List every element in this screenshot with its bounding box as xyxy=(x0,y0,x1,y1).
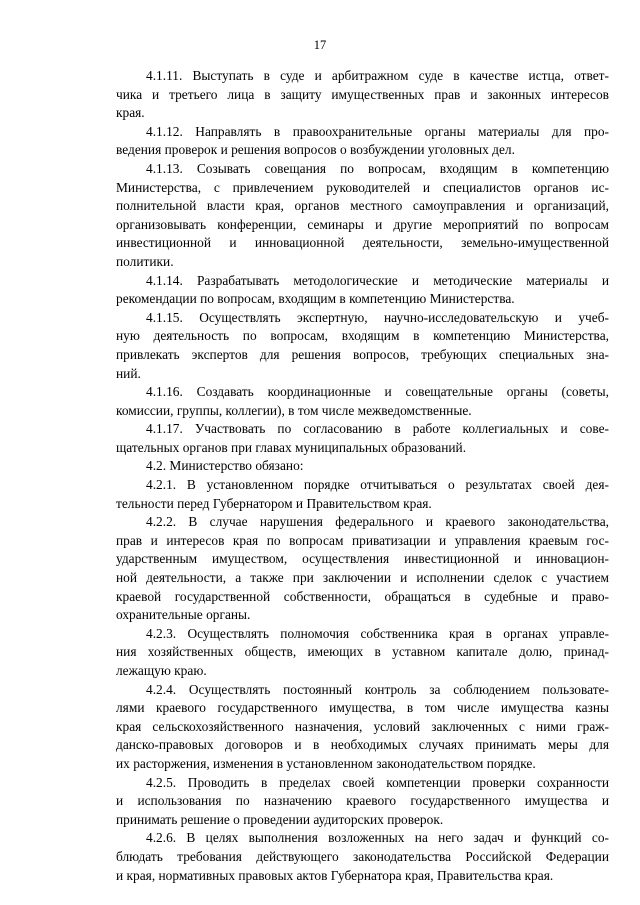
text-line: политики. xyxy=(116,253,174,269)
text-line: и использования по назначению краевого государственного имущества и xyxy=(116,793,609,809)
text-line: их расторжения, изменения в установленном законодательством порядке. xyxy=(116,755,536,771)
text-line: принимать решение о проведении аудиторских проверок. xyxy=(116,811,444,827)
paragraph xyxy=(116,625,609,681)
paragraph xyxy=(116,681,609,774)
text-line: ударственным имуществом, осуществления инвестиционной и инновацион- xyxy=(116,551,609,567)
paragraph xyxy=(116,309,609,383)
paragraph xyxy=(116,123,609,160)
text-line: 4.2.2. В случае нарушения федерального и краевого законодательства, xyxy=(146,514,609,530)
text-line: ную деятельность по вопросам, входящим в компетенцию Министерства, xyxy=(116,328,609,344)
text-line: блюдать требования действующего законодательства Российской Федерации xyxy=(116,848,609,864)
document-body xyxy=(116,67,609,885)
paragraph xyxy=(116,272,609,309)
text-line: ний. xyxy=(116,365,141,381)
text-line: и края, нормативных правовых актов Губернатора края, Правительства края. xyxy=(116,867,554,883)
paragraph xyxy=(116,476,609,513)
paragraph xyxy=(116,457,609,476)
text-line: данско-правовых договоров и в необходимых случаях принимать меры для xyxy=(116,737,609,753)
paragraph xyxy=(116,383,609,420)
text-line: прав и интересов края по вопросам приватизации и управления краевым гос- xyxy=(116,532,609,548)
text-line: охранительные органы. xyxy=(116,607,251,623)
text-line: тельности перед Губернатором и Правительством края. xyxy=(116,495,432,511)
text-line: лями краевого государственного имущества, в том числе имущества казны xyxy=(116,700,609,716)
text-line: 4.2.5. Проводить в пределах своей компетенции проверки сохранности xyxy=(146,774,609,790)
text-line: 4.2. Министерство обязано: xyxy=(146,458,304,474)
text-line: 4.2.4. Осуществлять постоянный контроль за соблюдением пользовате- xyxy=(146,681,609,697)
paragraph xyxy=(116,774,609,830)
text-line: краевой государственной собственности, обращаться в судебные и право- xyxy=(116,588,609,604)
text-line: Министерства, с привлечением руководителей и специалистов органов ис- xyxy=(116,179,609,195)
text-line: чика и третьего лица в защиту имущественных прав и законных интересов xyxy=(116,86,609,102)
paragraph xyxy=(116,67,609,123)
text-line: 4.1.14. Разрабатывать методологические и методические материалы и xyxy=(146,272,609,288)
text-line: 4.1.13. Созывать совещания по вопросам, входящим в компетенцию xyxy=(146,160,609,176)
text-line: 4.2.1. В установленном порядке отчитываться о результатах своей дея- xyxy=(146,477,609,493)
text-line: привлекать экспертов для решения вопросов, требующих специальных зна- xyxy=(116,346,609,362)
text-line: 4.2.3. Осуществлять полномочия собственника края в органах управле- xyxy=(146,625,609,641)
text-line: комиссии, группы, коллегии), в том числе межведомственные. xyxy=(116,402,472,418)
text-line: 4.1.17. Участвовать по согласованию в работе коллегиальных и сове- xyxy=(146,421,609,437)
text-line: 4.1.15. Осуществлять экспертную, научно-исследовательскую и учеб- xyxy=(146,309,609,325)
text-line: организовывать конференции, семинары и другие мероприятий по вопросам xyxy=(116,216,609,232)
text-line: 4.1.16. Создавать координационные и совещательные органы (советы, xyxy=(146,384,609,400)
page-number: 17 xyxy=(313,38,327,52)
text-line: 4.2.6. В целях выполнения возложенных на него задач и функций со- xyxy=(146,830,609,846)
text-line: края. xyxy=(116,105,145,121)
paragraph xyxy=(116,420,609,457)
text-line: рекомендации по вопросам, входящим в компетенцию Министерства. xyxy=(116,291,515,307)
text-line: 4.1.11. Выступать в суде и арбитражном суде в качестве истца, ответ- xyxy=(146,68,609,83)
text-line: инвестиционной и инновационной деятельности, земельно-имущественной xyxy=(116,235,609,251)
text-line: полнительной власти края, органов местного самоуправления и организаций, xyxy=(116,198,609,214)
text-line: 4.1.12. Направлять в правоохранительные органы материалы для про- xyxy=(146,123,609,139)
paragraph xyxy=(116,160,609,272)
paragraph xyxy=(116,829,609,885)
text-line: щательных органов при главах муниципальных образований. xyxy=(116,439,467,455)
text-line: ния хозяйственных обществ, имеющих в уставном капитале долю, принад- xyxy=(116,644,609,660)
text-line: края сельскохозяйственного назначения, условий заключенных с ними граж- xyxy=(116,718,609,734)
paragraph xyxy=(116,513,609,625)
text-line: ведения проверок и решения вопросов о возбуждении уголовных дел. xyxy=(116,142,515,158)
text-line: ной деятельности, а также при заключении и исполнении сделок с участием xyxy=(116,570,609,586)
text-line: лежащую краю. xyxy=(116,663,207,678)
